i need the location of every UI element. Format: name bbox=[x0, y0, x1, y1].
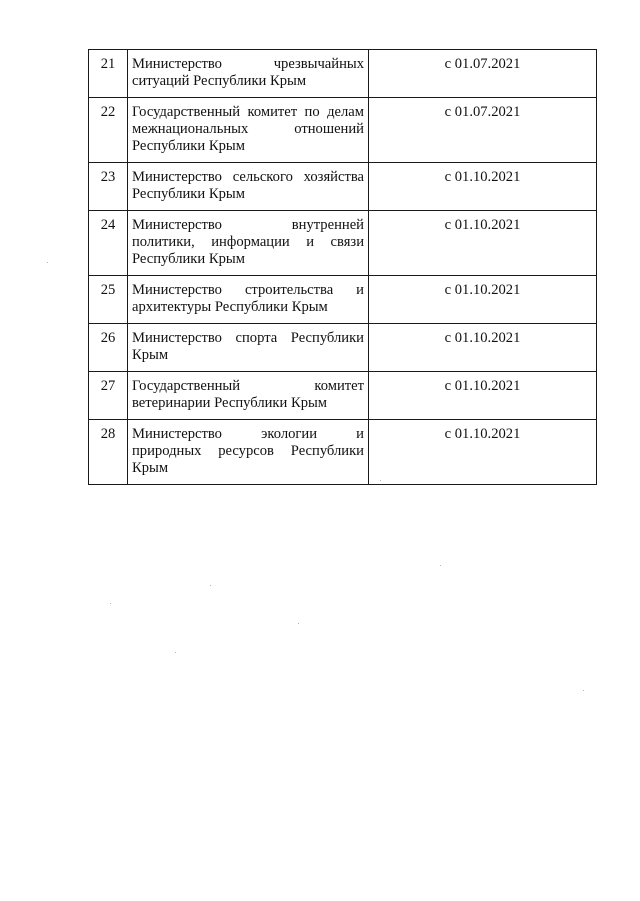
row-number: 28 bbox=[89, 420, 128, 485]
scan-speck bbox=[380, 480, 381, 481]
effective-date: с 01.10.2021 bbox=[369, 211, 597, 276]
agency-name: Государственный комитет по делам межнациональных отношений Республики Крым bbox=[128, 98, 369, 163]
row-number: 22 bbox=[89, 98, 128, 163]
table-row bbox=[89, 98, 597, 163]
agency-name: Министерство чрезвычайных ситуаций Республики Крым bbox=[128, 50, 369, 98]
effective-date: с 01.10.2021 bbox=[369, 276, 597, 324]
scan-speck bbox=[175, 652, 176, 653]
scan-speck bbox=[47, 262, 48, 263]
agency-name: Министерство строительства и архитектуры Республики Крым bbox=[128, 276, 369, 324]
scan-speck bbox=[210, 585, 211, 586]
effective-date: с 01.10.2021 bbox=[369, 324, 597, 372]
effective-date: с 01.10.2021 bbox=[369, 372, 597, 420]
table-row bbox=[89, 372, 597, 420]
scan-speck bbox=[440, 565, 441, 566]
effective-date: с 01.07.2021 bbox=[369, 50, 597, 98]
agency-name: Министерство сельского хозяйства Республики Крым bbox=[128, 163, 369, 211]
row-number: 23 bbox=[89, 163, 128, 211]
row-number: 27 bbox=[89, 372, 128, 420]
table-row bbox=[89, 211, 597, 276]
table-row bbox=[89, 50, 597, 98]
agency-name: Министерство экологии и природных ресурсов Республики Крым bbox=[128, 420, 369, 485]
row-number: 21 bbox=[89, 50, 128, 98]
row-number: 24 bbox=[89, 211, 128, 276]
table-row bbox=[89, 163, 597, 211]
agencies-table bbox=[88, 49, 597, 485]
row-number: 25 bbox=[89, 276, 128, 324]
agency-name: Министерство внутренней политики, информации и связи Республики Крым bbox=[128, 211, 369, 276]
effective-date: с 01.07.2021 bbox=[369, 98, 597, 163]
agency-name: Государственный комитет ветеринарии Республики Крым bbox=[128, 372, 369, 420]
scan-speck bbox=[298, 623, 299, 624]
scan-speck bbox=[583, 690, 584, 691]
row-number: 26 bbox=[89, 324, 128, 372]
table-row bbox=[89, 324, 597, 372]
table-row bbox=[89, 420, 597, 485]
agency-name: Министерство спорта Республики Крым bbox=[128, 324, 369, 372]
scan-speck bbox=[110, 603, 111, 604]
effective-date: с 01.10.2021 bbox=[369, 163, 597, 211]
effective-date: с 01.10.2021 bbox=[369, 420, 597, 485]
table-row bbox=[89, 276, 597, 324]
